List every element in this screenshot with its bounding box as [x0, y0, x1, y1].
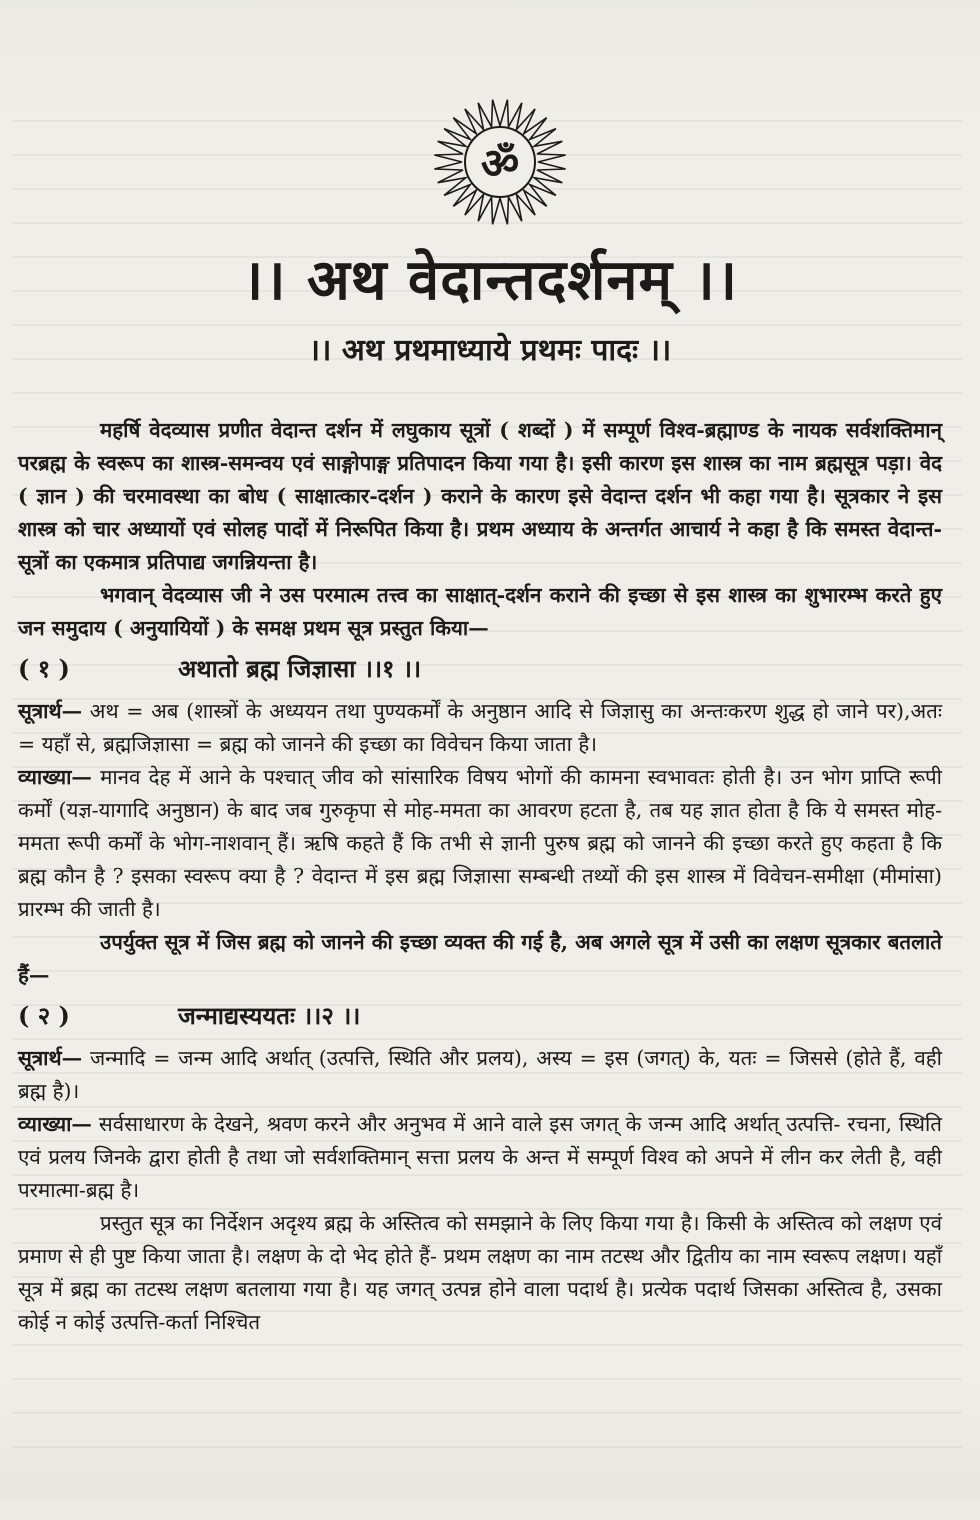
meaning-label: सूत्रार्थ— — [18, 1046, 83, 1070]
commentary-text: सर्वसाधारण के देखने, श्रवण करने और अनुभव में आने वाले इस जगत् के जन्म आदि अर्थात् उत्पत्ति- रचना, स्थिति एवं प्रलय जिनके द्वारा होती है तथा जो सर्वशक्तिमान् सत्ता प्रलय के अन्त में सम्पूर्ण विश्व को अपने में लीन कर लेती है, वही परमात्मा-ब्रह्म है। — [18, 1112, 942, 1202]
sutra-number: ( १ ) — [18, 654, 70, 683]
explanation-paragraph: प्रस्तुत सूत्र का निर्देशन अदृश्य ब्रह्म के अस्तित्व को समझाने के लिए किया गया है। किसी के अस्तित्व को लक्षण एवं प्रमाण से ही पुष्ट किया जाता है। लक्षण के दो भेद होते हैं- प्रथम लक्षण का नाम तटस्थ और द्वितीय का नाम स्वरूप लक्षण। यहाँ सूत्र में ब्रह्म का तटस्थ लक्षण बतलाया गया है। यह जगत् उत्पन्न होने वाला पदार्थ है। प्रत्येक पदार्थ जिसका अस्तित्व है, उसका कोई न कोई उत्पत्ति-कर्ता निश्चित — [18, 1211, 942, 1334]
commentary-label: व्याख्या— — [18, 765, 92, 789]
sutra-2-meaning — [18, 1042, 942, 1108]
commentary-label: व्याख्या— — [18, 1112, 92, 1136]
sutra-1-meaning — [18, 695, 942, 761]
meaning-text: जन्मादि = जन्म आदि अर्थात् (उत्पत्ति, स्थिति और प्रलय), अस्य = इस (जगत्) के, यतः = जिससे (होते हैं, वही ब्रह्म है)। — [18, 1046, 942, 1103]
intro-paragraph-1: महर्षि वेदव्यास प्रणीत वेदान्त दर्शन में लघुकाय सूत्रों ( शब्दों ) में सम्पूर्ण विश्व-ब्रह्माण्ड के नायक सर्वशक्तिमान् परब्रह्म के स्वरूप का शास्त्र-समन्वय एवं साङ्गोपाङ्ग प्रतिपादन किया गया है। इसी कारण इस शास्त्र का नाम ब्रह्मसूत्र पड़ा। वेद ( ज्ञान ) की चरमावस्था का बोध ( साक्षात्कार-दर्शन ) कराने के कारण इसे वेदान्त दर्शन भी कहा गया है। सूत्रकार ने इस शास्त्र को चार अध्यायों एवं सोलह पादों में निरूपित किया है। प्रथम अध्याय के अन्तर्गत आचार्य ने कहा है कि समस्त वेदान्त-सूत्रों का एकमात्र प्रतिपाद्य जगन्नियन्ता है। — [18, 418, 942, 574]
meaning-label: सूत्रार्थ— — [18, 699, 83, 723]
page-title: ।। अथ वेदान्तदर्शनम् ।। — [242, 247, 738, 313]
main-text — [18, 414, 942, 1339]
commentary-text: मानव देह में आने के पश्चात् जीव को सांसारिक विषय भोगों की कामना स्वभावतः होती है। उन भोग प्राप्ति रूपी कर्मों (यज्ञ-यागादि अनुष्ठान) के बाद जब गुरुकृपा से मोह-ममता का आवरण हटता है, तब यह ज्ञात होता है कि ये समस्त मोह-ममता रूपी कर्मों के भोग-नाशवान् हैं। ऋषि कहते हैं कि तभी से ज्ञानी पुरुष ब्रह्म को जानने की इच्छा करते हुए कहता है कि ब्रह्म कौन है ? इसका स्वरूप क्या है ? वेदान्त में इस ब्रह्म जिज्ञासा सम्बन्धी तथ्यों की इस शास्त्र में विवेचन-समीक्षा (मीमांसा) प्रारम्भ की जाती है। — [18, 765, 942, 921]
om-sunburst-emblem — [415, 92, 585, 232]
sunburst-icon — [415, 92, 585, 232]
sutra-1 — [18, 651, 942, 687]
sutra-2 — [18, 998, 942, 1034]
meaning-text: अथ = अब (शास्त्रों के अध्ययन तथा पुण्यकर्मों के अनुष्ठान आदि से जिज्ञासु का अन्तःकरण शुद्ध हो जाने पर),अतः = यहाँ से, ब्रह्मजिज्ञासा = ब्रह्म को जानने की इच्छा का विवेचन किया जाता है। — [18, 699, 942, 756]
chapter-subtitle: ।। अथ प्रथमाध्याये प्रथमः पादः ।। — [308, 333, 672, 368]
transition-paragraph: उपर्युक्त सूत्र में जिस ब्रह्म को जानने की इच्छा व्यक्त की गई है, अब अगले सूत्र में उसी का लक्षण सूत्रकार बतलाते हैं— — [18, 930, 942, 987]
sutra-2-commentary — [18, 1108, 942, 1207]
sutra-text: अथातो ब्रह्म जिज्ञासा ।।१ ।। — [178, 654, 422, 683]
sutra-text: जन्माद्यस्ययतः ।।२ ।। — [178, 1001, 361, 1030]
sutra-1-commentary — [18, 761, 942, 926]
intro-paragraph-2: भगवान् वेदव्यास जी ने उस परमात्म तत्त्व का साक्षात्-दर्शन कराने की इच्छा से इस शास्त्र का शुभारम्भ करते हुए जन समुदाय ( अनुयायियों ) के समक्ष प्रथम सूत्र प्रस्तुत किया— — [18, 583, 942, 640]
om-symbol: ॐ — [480, 139, 520, 188]
sutra-number: ( २ ) — [18, 1001, 70, 1030]
